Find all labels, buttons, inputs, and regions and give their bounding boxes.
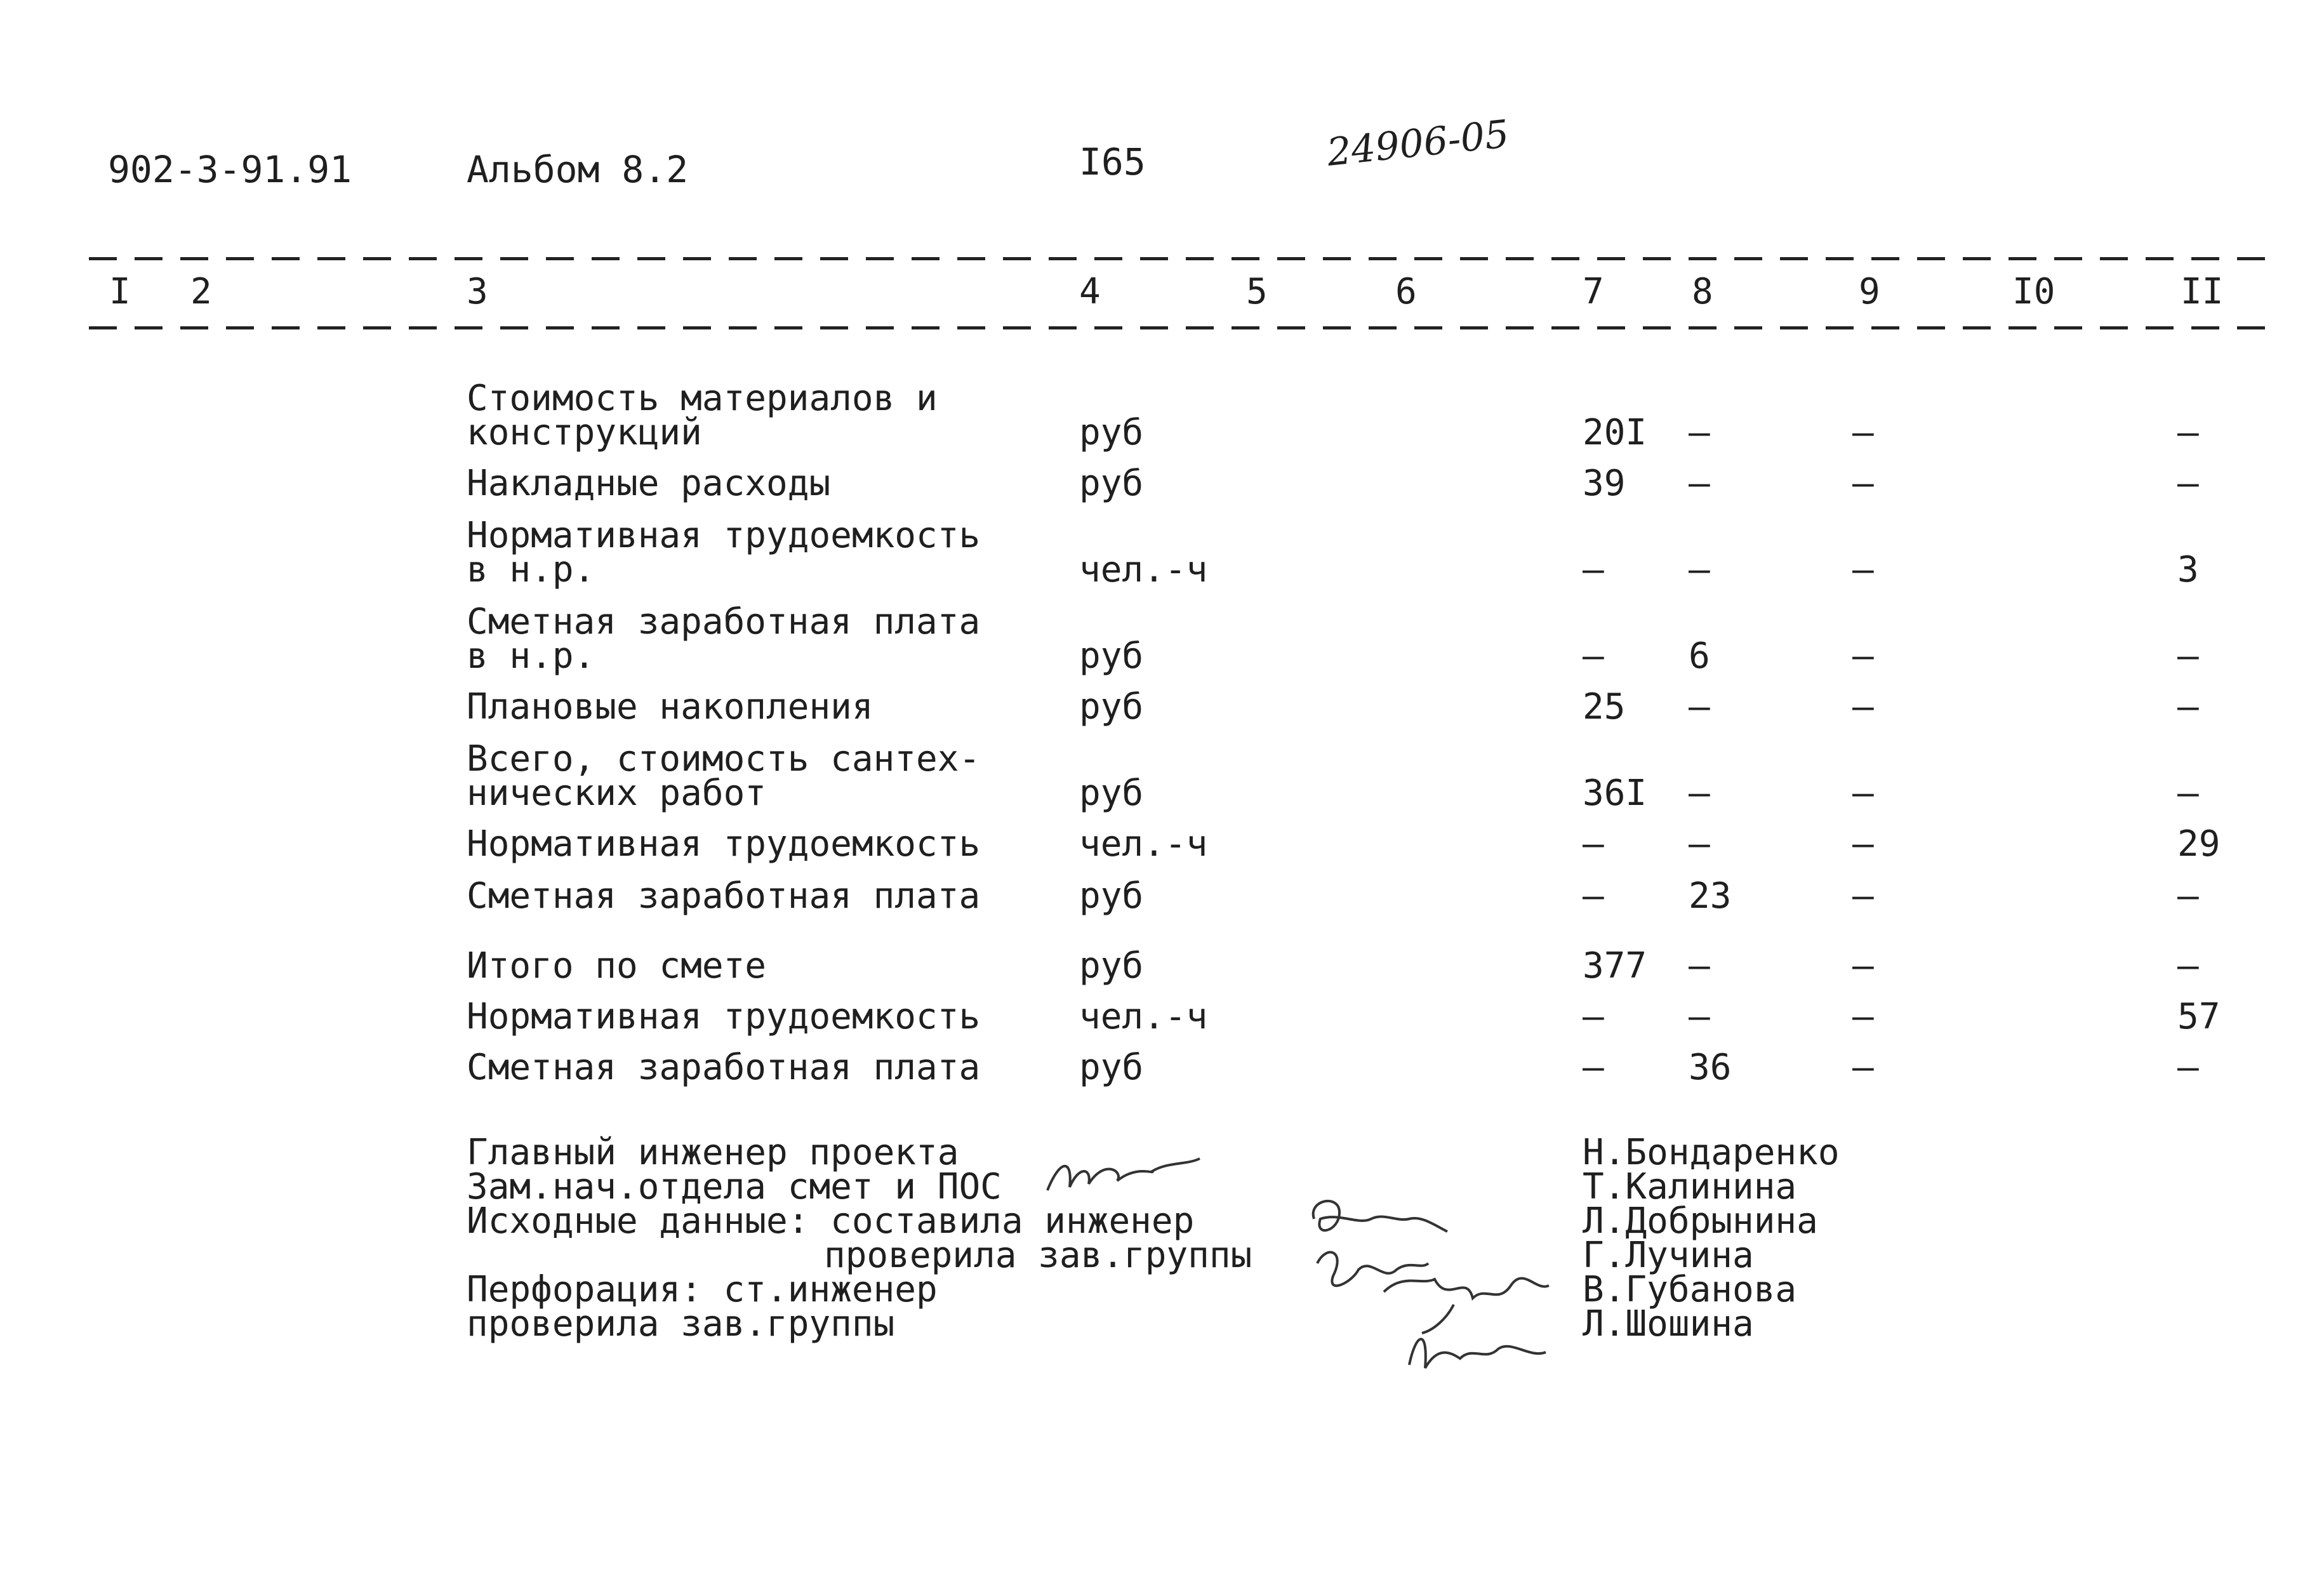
row-name: Нормативная трудоемкость	[467, 515, 981, 556]
cell-col-9: –	[1852, 773, 1874, 814]
cell-col-9: –	[1852, 463, 1874, 504]
row-name: Накладные расходы	[467, 463, 831, 504]
cell-col-8: –	[1689, 412, 1710, 453]
signatory-name: Н.Бондаренко	[1583, 1132, 1840, 1173]
cell-col-8: 6	[1689, 635, 1710, 677]
header-bottom-divider	[89, 326, 2276, 329]
cell-col-9: –	[1852, 996, 1874, 1037]
cell-col-7: –	[1583, 996, 1604, 1037]
cell-col-7: 36I	[1583, 773, 1647, 814]
row-unit: руб	[1079, 875, 1144, 917]
cell-col-8: –	[1689, 686, 1710, 728]
signature-role: Главный инженер проекта	[467, 1132, 959, 1173]
cell-col-9: –	[1852, 945, 1874, 987]
signature-role: Зам.нач.отдела смет и ПОС	[467, 1166, 1002, 1207]
cell-col-7: –	[1583, 823, 1604, 865]
row-unit: чел.-ч	[1079, 996, 1208, 1037]
column-header: 5	[1246, 271, 1268, 312]
row-name: в н.р.	[467, 549, 595, 590]
handwritten-number: 24906-05	[1325, 112, 1511, 175]
cell-col-11: –	[2177, 463, 2199, 504]
cell-col-9: –	[1852, 635, 1874, 677]
cell-col-8: –	[1689, 549, 1710, 590]
cell-col-11: –	[2177, 773, 2199, 814]
cell-col-8: 36	[1689, 1047, 1732, 1088]
cell-col-9: –	[1852, 823, 1874, 865]
signatory-name: Т.Калинина	[1583, 1166, 1797, 1207]
row-name: Итого по смете	[467, 945, 767, 987]
row-unit: чел.-ч	[1079, 823, 1208, 865]
cell-col-7: 39	[1583, 463, 1626, 504]
column-header: 8	[1692, 271, 1713, 312]
column-header: I0	[2012, 271, 2055, 312]
cell-col-7: –	[1583, 549, 1604, 590]
column-header: 2	[190, 271, 212, 312]
cell-col-11: –	[2177, 635, 2199, 677]
column-header: I	[109, 271, 131, 312]
row-name: конструкций	[467, 412, 702, 453]
cell-col-11: 57	[2177, 996, 2221, 1037]
signatory-name: Г.Лучина	[1583, 1235, 1754, 1276]
cell-col-8: –	[1689, 823, 1710, 865]
header-top-divider	[89, 257, 2276, 260]
row-unit: руб	[1079, 773, 1144, 814]
cell-col-8: 23	[1689, 875, 1732, 917]
cell-col-11: –	[2177, 945, 2199, 987]
row-name: в н.р.	[467, 635, 595, 677]
row-unit: руб	[1079, 945, 1144, 987]
cell-col-11: –	[2177, 686, 2199, 728]
cell-col-7: 377	[1583, 945, 1647, 987]
row-name: Нормативная трудоемкость	[467, 996, 981, 1037]
cell-col-11: –	[2177, 412, 2199, 453]
page-number: I65	[1079, 140, 1146, 183]
cell-col-11: –	[2177, 875, 2199, 917]
column-header: 7	[1583, 271, 1604, 312]
row-name: Всего, стоимость сантех-	[467, 738, 981, 780]
cell-col-7: 20I	[1583, 412, 1647, 453]
row-name: Нормативная трудоемкость	[467, 823, 981, 865]
signatory-name: Л.Шошина	[1583, 1303, 1754, 1345]
row-unit: руб	[1079, 635, 1144, 677]
cell-col-8: –	[1689, 773, 1710, 814]
signature-role: проверила зав.группы	[824, 1235, 1252, 1276]
cell-col-7: –	[1583, 875, 1604, 917]
row-unit: руб	[1079, 412, 1144, 453]
column-header: 3	[467, 271, 488, 312]
row-unit: чел.-ч	[1079, 549, 1208, 590]
row-name: Сметная заработная плата	[467, 601, 981, 642]
signatory-name: В.Губанова	[1583, 1269, 1797, 1310]
row-name: Стоимость материалов и	[467, 378, 938, 419]
row-name: Сметная заработная плата	[467, 1047, 981, 1088]
row-unit: руб	[1079, 686, 1144, 728]
signature-role: Исходные данные: составила инженер	[467, 1200, 1195, 1242]
signatory-name: Л.Добрынина	[1583, 1200, 1818, 1242]
cell-col-7: 25	[1583, 686, 1626, 728]
cell-col-11: 3	[2177, 549, 2199, 590]
cell-col-8: –	[1689, 945, 1710, 987]
row-unit: руб	[1079, 1047, 1144, 1088]
row-unit: руб	[1079, 463, 1144, 504]
row-name: нических работ	[467, 773, 767, 814]
column-header: 9	[1859, 271, 1880, 312]
signature-role: проверила зав.группы	[467, 1303, 895, 1345]
signature-scribble	[1041, 1152, 1206, 1203]
cell-col-9: –	[1852, 875, 1874, 917]
cell-col-11: –	[2177, 1047, 2199, 1088]
signature-scribble	[1403, 1320, 1549, 1378]
column-header: 6	[1395, 271, 1417, 312]
cell-col-9: –	[1852, 686, 1874, 728]
signature-role: Перфорация: ст.инженер	[467, 1269, 938, 1310]
cell-col-9: –	[1852, 1047, 1874, 1088]
cell-col-7: –	[1583, 1047, 1604, 1088]
column-header: 4	[1079, 271, 1101, 312]
row-name: Плановые накопления	[467, 686, 873, 728]
cell-col-7: –	[1583, 635, 1604, 677]
cell-col-8: –	[1689, 463, 1710, 504]
cell-col-11: 29	[2177, 823, 2221, 865]
cell-col-8: –	[1689, 996, 1710, 1037]
row-name: Сметная заработная плата	[467, 875, 981, 917]
column-header: II	[2181, 271, 2224, 312]
cell-col-9: –	[1852, 412, 1874, 453]
album-label: Альбом 8.2	[467, 148, 689, 191]
document-code: 902-3-91.91	[108, 148, 352, 191]
cell-col-9: –	[1852, 549, 1874, 590]
